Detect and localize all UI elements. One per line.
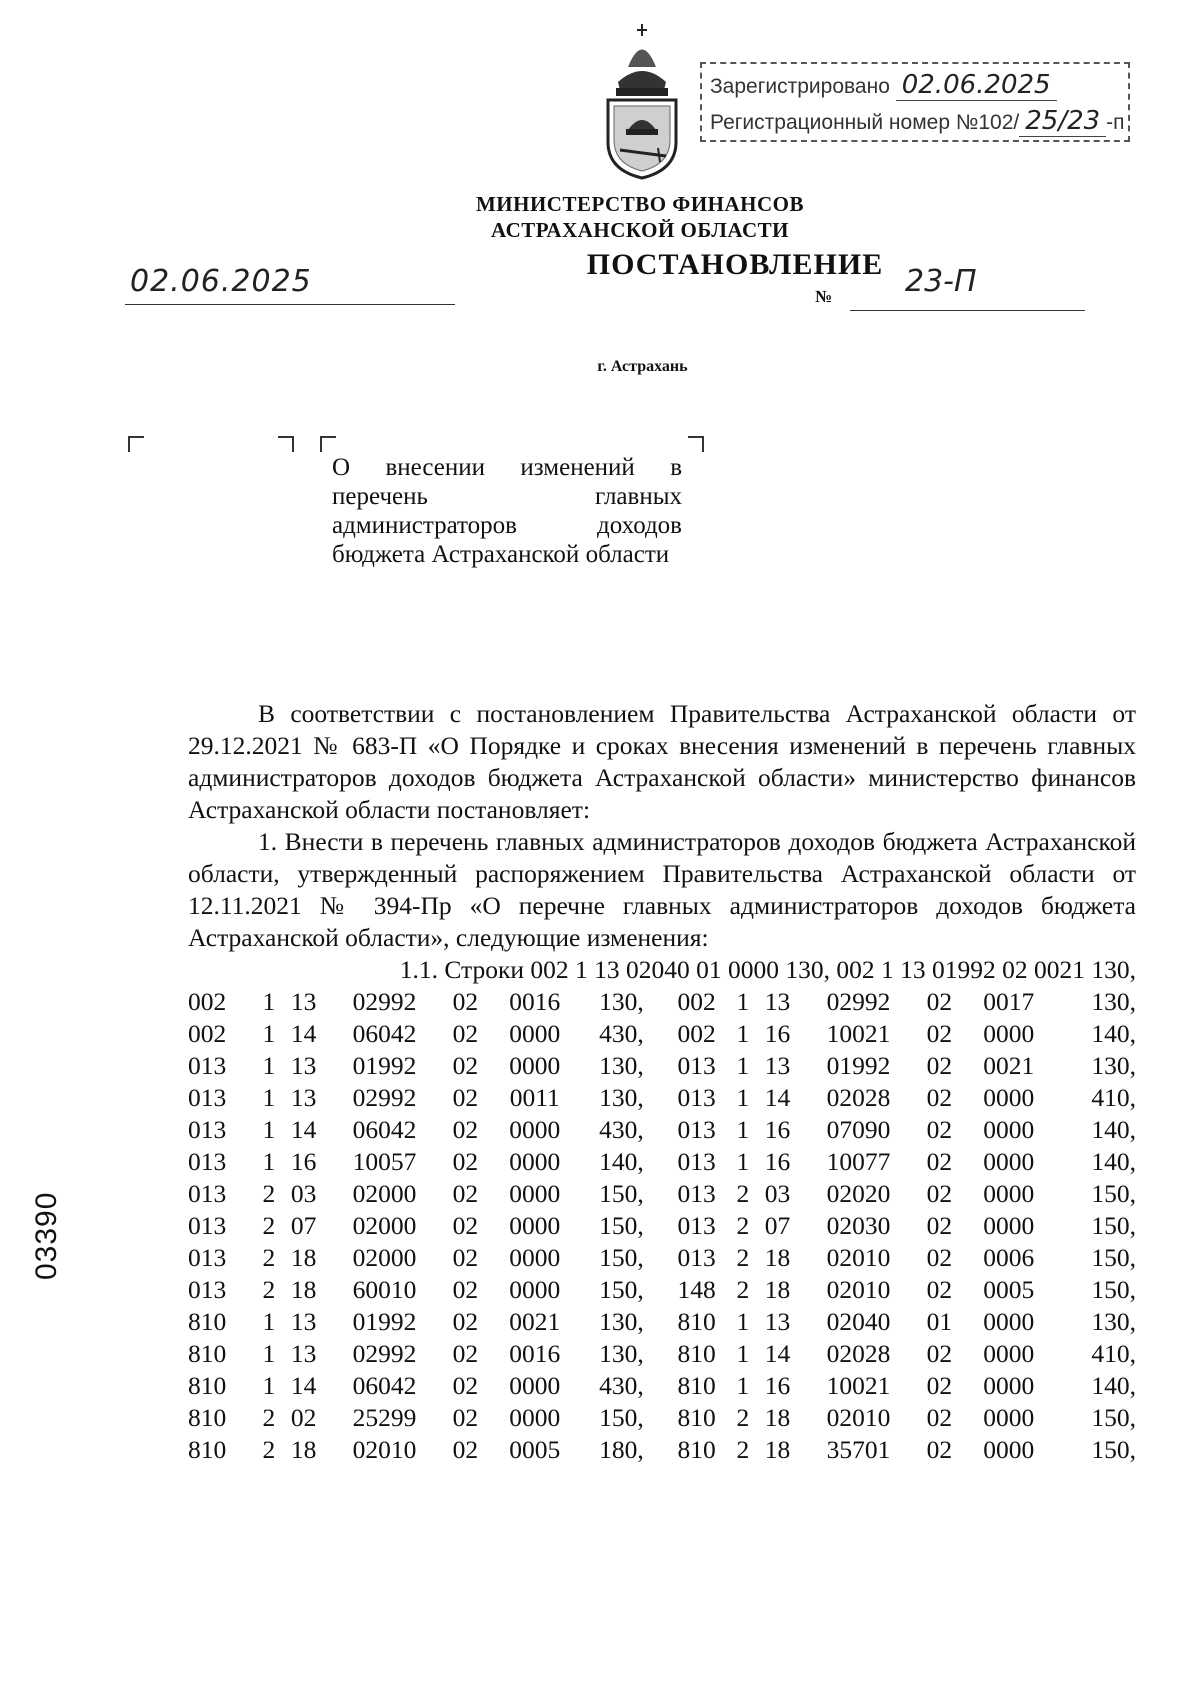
code-cell: 02 — [452, 1115, 479, 1144]
code-cell: 430, — [599, 1371, 644, 1400]
code-cell: 2 — [736, 1179, 750, 1208]
code-cell: 1 — [262, 1307, 276, 1336]
code-cell: 2 — [736, 1243, 750, 1272]
code-cell: 013 — [188, 1211, 227, 1240]
code-cell: 150, — [599, 1275, 644, 1304]
code-row — [188, 1274, 1136, 1306]
code-cell: 02 — [926, 1275, 953, 1304]
code-cell: 0000 — [983, 1371, 1035, 1400]
code-cell: 13 — [764, 1307, 791, 1336]
code-cell: 1 — [262, 1051, 276, 1080]
code-cell: 130, — [599, 1339, 644, 1368]
document-type-title: ПОСТАНОВЛЕНИЕ — [586, 248, 884, 281]
body-paragraph-3-first-line: 1.1. Строки 002 1 13 02040 01 0000 130, 002 1 13 01992 02 0021 130, — [399, 955, 1136, 984]
code-cell: 0000 — [983, 1147, 1035, 1176]
code-cell: 60010 — [352, 1275, 417, 1304]
code-cell: 130, — [599, 987, 644, 1016]
code-cell: 14 — [290, 1019, 317, 1048]
code-cell: 1 — [262, 1339, 276, 1368]
code-cell: 180, — [599, 1435, 644, 1464]
code-cell: 16 — [764, 1115, 791, 1144]
budget-codes-table — [188, 986, 1136, 1466]
code-cell: 2 — [262, 1275, 276, 1304]
code-cell: 07 — [290, 1211, 317, 1240]
code-cell: 013 — [677, 1211, 716, 1240]
code-cell: 10077 — [826, 1147, 891, 1176]
code-cell: 2 — [736, 1403, 750, 1432]
code-cell: 140, — [599, 1147, 644, 1176]
code-row — [188, 1146, 1136, 1178]
body-paragraph-1: В соответствии с постановлением Правительства Астраханской области от 29.12.2021 № 683-П «О Порядке и сроках внесения изменений в перечень главных администраторов доходов бюджета Астраханской области» министерство финансов Астраханской области постановляет: — [188, 699, 1136, 824]
code-cell: 1 — [262, 987, 276, 1016]
code-cell: 02 — [926, 1083, 953, 1112]
code-row — [188, 1082, 1136, 1114]
code-cell: 013 — [188, 1275, 227, 1304]
code-cell: 0005 — [509, 1435, 561, 1464]
code-cell: 013 — [677, 1147, 716, 1176]
code-cell: 1 — [736, 1307, 750, 1336]
code-cell: 130, — [1091, 1051, 1136, 1080]
code-cell: 430, — [599, 1019, 644, 1048]
code-cell: 02 — [926, 1115, 953, 1144]
registered-label: Зарегистрировано — [710, 75, 890, 98]
code-cell: 18 — [764, 1435, 791, 1464]
registered-date: 02.06.2025 — [896, 70, 1057, 101]
code-cell: 0016 — [509, 987, 561, 1016]
code-cell: 013 — [677, 1115, 716, 1144]
code-cell: 16 — [290, 1147, 317, 1176]
code-row — [188, 1338, 1136, 1370]
reg-number-suffix: -п — [1106, 111, 1125, 134]
code-cell: 02992 — [826, 987, 891, 1016]
code-cell: 0000 — [509, 1051, 561, 1080]
code-cell: 0000 — [983, 1403, 1035, 1432]
code-cell: 18 — [290, 1275, 317, 1304]
code-cell: 02 — [452, 1307, 479, 1336]
code-cell: 810 — [188, 1435, 227, 1464]
code-cell: 02 — [452, 1339, 479, 1368]
code-cell: 10057 — [352, 1147, 417, 1176]
code-cell: 02020 — [826, 1179, 891, 1208]
code-cell: 0000 — [509, 1371, 561, 1400]
code-cell: 13 — [290, 1051, 317, 1080]
code-cell: 07 — [764, 1211, 791, 1240]
code-cell: 01992 — [826, 1051, 891, 1080]
code-cell: 0000 — [509, 1179, 561, 1208]
code-cell: 02 — [926, 1403, 953, 1432]
code-cell: 06042 — [352, 1019, 417, 1048]
code-cell: 02 — [452, 1019, 479, 1048]
code-cell: 0000 — [509, 1115, 561, 1144]
corner-bracket-top-right — [278, 436, 294, 452]
code-cell: 14 — [290, 1371, 317, 1400]
code-cell: 2 — [262, 1243, 276, 1272]
code-cell: 0021 — [509, 1307, 561, 1336]
code-cell: 150, — [1091, 1243, 1136, 1272]
code-cell: 02 — [926, 1339, 953, 1368]
code-cell: 810 — [677, 1435, 716, 1464]
code-row — [188, 1114, 1136, 1146]
code-cell: 02028 — [826, 1083, 891, 1112]
code-cell: 148 — [677, 1275, 716, 1304]
code-cell: 1 — [736, 987, 750, 1016]
code-cell: 02000 — [352, 1179, 417, 1208]
code-cell: 02040 — [826, 1307, 891, 1336]
reg-number-label: Регистрационный номер №102/ — [710, 111, 1020, 134]
ministry-name-line1: МИНИСТЕРСТВО ФИНАНСОВ — [475, 192, 805, 216]
code-cell: 16 — [764, 1371, 791, 1400]
code-cell: 02010 — [826, 1275, 891, 1304]
code-cell: 10021 — [826, 1371, 891, 1400]
code-cell: 16 — [764, 1019, 791, 1048]
code-cell: 150, — [1091, 1179, 1136, 1208]
code-cell: 1 — [736, 1083, 750, 1112]
code-cell: 140, — [1091, 1115, 1136, 1144]
code-cell: 02 — [926, 1243, 953, 1272]
code-cell: 150, — [1091, 1403, 1136, 1432]
code-cell: 2 — [262, 1211, 276, 1240]
code-cell: 13 — [290, 1339, 317, 1368]
code-row — [188, 986, 1136, 1018]
code-cell: 03 — [290, 1179, 317, 1208]
code-cell: 0000 — [509, 1147, 561, 1176]
code-cell: 02030 — [826, 1211, 891, 1240]
code-cell: 02 — [452, 1403, 479, 1432]
code-cell: 013 — [188, 1083, 227, 1112]
code-cell: 013 — [188, 1147, 227, 1176]
code-cell: 013 — [677, 1179, 716, 1208]
code-cell: 150, — [599, 1243, 644, 1272]
code-cell: 002 — [677, 1019, 716, 1048]
document-number: 23-П — [905, 264, 977, 299]
code-cell: 013 — [188, 1051, 227, 1080]
code-cell: 130, — [1091, 987, 1136, 1016]
code-cell: 013 — [188, 1179, 227, 1208]
code-cell: 13 — [290, 1083, 317, 1112]
code-cell: 0000 — [509, 1275, 561, 1304]
corner-bracket-top-left — [128, 436, 144, 452]
code-row — [188, 1178, 1136, 1210]
code-cell: 13 — [290, 1307, 317, 1336]
code-cell: 02010 — [826, 1243, 891, 1272]
body-paragraph-2: 1. Внести в перечень главных администраторов доходов бюджета Астраханской области, утвержденный распоряжением Правительства Астраханской области от 12.11.2021 № 394-Пр «О перечне главных администраторов доходов бюджета Астраханской области», следующие изменения: — [188, 827, 1136, 952]
code-cell: 02 — [452, 1435, 479, 1464]
code-cell: 150, — [599, 1403, 644, 1432]
code-row — [188, 1018, 1136, 1050]
code-cell: 810 — [677, 1339, 716, 1368]
code-cell: 013 — [188, 1115, 227, 1144]
code-cell: 013 — [677, 1243, 716, 1272]
code-cell: 810 — [677, 1371, 716, 1400]
code-cell: 13 — [764, 987, 791, 1016]
code-cell: 0021 — [983, 1051, 1035, 1080]
code-cell: 810 — [188, 1403, 227, 1432]
code-row — [188, 1210, 1136, 1242]
code-cell: 0000 — [983, 1019, 1035, 1048]
code-cell: 140, — [1091, 1371, 1136, 1400]
code-cell: 02 — [926, 1435, 953, 1464]
code-cell: 1 — [262, 1019, 276, 1048]
code-cell: 013 — [677, 1083, 716, 1112]
code-cell: 130, — [1091, 1307, 1136, 1336]
code-cell: 18 — [290, 1435, 317, 1464]
code-cell: 002 — [188, 1019, 227, 1048]
code-cell: 02 — [926, 1211, 953, 1240]
code-cell: 25299 — [352, 1403, 417, 1432]
code-cell: 1 — [262, 1115, 276, 1144]
code-cell: 140, — [1091, 1147, 1136, 1176]
corner-bracket-subject-left — [320, 436, 336, 452]
code-cell: 02 — [926, 1179, 953, 1208]
code-cell: 01992 — [352, 1307, 417, 1336]
code-cell: 0000 — [509, 1019, 561, 1048]
code-cell: 002 — [677, 987, 716, 1016]
code-cell: 02 — [452, 987, 479, 1016]
code-cell: 16 — [764, 1147, 791, 1176]
code-cell: 14 — [764, 1339, 791, 1368]
code-cell: 140, — [1091, 1019, 1136, 1048]
code-cell: 03 — [764, 1179, 791, 1208]
code-cell: 2 — [736, 1275, 750, 1304]
code-cell: 02 — [926, 987, 953, 1016]
code-cell: 1 — [262, 1371, 276, 1400]
code-cell: 810 — [188, 1339, 227, 1368]
code-cell: 2 — [736, 1211, 750, 1240]
code-cell: 01 — [926, 1307, 953, 1336]
code-cell: 13 — [290, 987, 317, 1016]
registration-stamp — [700, 62, 1130, 142]
code-cell: 02 — [452, 1083, 479, 1112]
code-cell: 0017 — [983, 987, 1035, 1016]
document-subject: О внесении изменений в перечень главных администраторов доходов бюджета Астраханской области — [332, 454, 682, 568]
code-cell: 410, — [1091, 1083, 1136, 1112]
code-cell: 0000 — [983, 1307, 1035, 1336]
code-cell: 18 — [764, 1275, 791, 1304]
number-sign: № — [815, 287, 833, 306]
code-cell: 02 — [926, 1051, 953, 1080]
code-cell: 02992 — [352, 1339, 417, 1368]
code-cell: 02010 — [352, 1435, 417, 1464]
code-cell: 130, — [599, 1307, 644, 1336]
code-cell: 0016 — [509, 1339, 561, 1368]
code-cell: 18 — [290, 1243, 317, 1272]
code-cell: 1 — [736, 1371, 750, 1400]
code-cell: 18 — [764, 1243, 791, 1272]
code-cell: 810 — [188, 1307, 227, 1336]
code-cell: 0000 — [983, 1115, 1035, 1144]
document-date: 02.06.2025 — [130, 264, 312, 299]
code-cell: 130, — [599, 1083, 644, 1112]
code-cell: 1 — [736, 1019, 750, 1048]
code-cell: 02992 — [352, 987, 417, 1016]
code-cell: 810 — [188, 1371, 227, 1400]
code-cell: 1 — [736, 1339, 750, 1368]
document-body — [188, 698, 1136, 1466]
code-cell: 410, — [1091, 1339, 1136, 1368]
code-cell: 1 — [736, 1115, 750, 1144]
code-row — [188, 1306, 1136, 1338]
code-cell: 10021 — [826, 1019, 891, 1048]
side-registry-number: 03390 — [30, 1191, 63, 1280]
code-cell: 0000 — [983, 1179, 1035, 1208]
city-name: г. Астрахань — [597, 358, 688, 375]
code-cell: 0000 — [983, 1435, 1035, 1464]
code-cell: 1 — [736, 1051, 750, 1080]
code-cell: 14 — [290, 1115, 317, 1144]
code-cell: 002 — [188, 987, 227, 1016]
code-cell: 02028 — [826, 1339, 891, 1368]
code-cell: 1 — [736, 1147, 750, 1176]
code-cell: 2 — [736, 1435, 750, 1464]
code-cell: 430, — [599, 1115, 644, 1144]
code-cell: 06042 — [352, 1371, 417, 1400]
code-cell: 0000 — [983, 1211, 1035, 1240]
code-cell: 02 — [452, 1051, 479, 1080]
code-cell: 0000 — [983, 1083, 1035, 1112]
code-cell: 0000 — [509, 1243, 561, 1272]
code-cell: 150, — [1091, 1435, 1136, 1464]
code-cell: 02992 — [352, 1083, 417, 1112]
code-row — [188, 1370, 1136, 1402]
code-cell: 06042 — [352, 1115, 417, 1144]
code-cell: 2 — [262, 1435, 276, 1464]
code-cell: 13 — [764, 1051, 791, 1080]
code-cell: 013 — [677, 1051, 716, 1080]
code-cell: 0000 — [509, 1211, 561, 1240]
code-cell: 810 — [677, 1403, 716, 1432]
code-cell: 02 — [452, 1275, 479, 1304]
code-cell: 02 — [290, 1403, 317, 1432]
code-cell: 2 — [262, 1403, 276, 1432]
code-row — [188, 1402, 1136, 1434]
coat-of-arms-emblem — [598, 22, 686, 182]
code-cell: 013 — [188, 1243, 227, 1272]
code-cell: 01992 — [352, 1051, 417, 1080]
code-cell: 14 — [764, 1083, 791, 1112]
code-cell: 150, — [599, 1179, 644, 1208]
code-cell: 1 — [262, 1147, 276, 1176]
code-cell: 02 — [452, 1371, 479, 1400]
code-cell: 02 — [452, 1147, 479, 1176]
code-cell: 810 — [677, 1307, 716, 1336]
corner-bracket-subject-right — [688, 436, 704, 452]
code-cell: 02 — [452, 1179, 479, 1208]
code-cell: 02 — [926, 1019, 953, 1048]
code-row — [188, 1434, 1136, 1466]
code-cell: 2 — [262, 1179, 276, 1208]
code-cell: 150, — [1091, 1211, 1136, 1240]
code-cell: 0011 — [509, 1083, 560, 1112]
code-cell: 150, — [1091, 1275, 1136, 1304]
code-cell: 18 — [764, 1403, 791, 1432]
code-cell: 02 — [926, 1371, 953, 1400]
code-cell: 1 — [262, 1083, 276, 1112]
code-row — [188, 1242, 1136, 1274]
code-cell: 02 — [452, 1211, 479, 1240]
code-cell: 02000 — [352, 1243, 417, 1272]
code-cell: 02000 — [352, 1211, 417, 1240]
code-cell: 0006 — [983, 1243, 1035, 1272]
code-cell: 02 — [452, 1243, 479, 1272]
code-cell: 0005 — [983, 1275, 1035, 1304]
code-cell: 02010 — [826, 1403, 891, 1432]
code-cell: 0000 — [509, 1403, 561, 1432]
code-row — [188, 1050, 1136, 1082]
ministry-name-line2: АСТРАХАНСКОЙ ОБЛАСТИ — [490, 218, 790, 242]
code-cell: 0000 — [983, 1339, 1035, 1368]
code-cell: 130, — [599, 1051, 644, 1080]
code-cell: 35701 — [826, 1435, 891, 1464]
code-cell: 150, — [599, 1211, 644, 1240]
code-cell: 07090 — [826, 1115, 891, 1144]
reg-number-hand: 25/23 — [1019, 106, 1106, 137]
code-cell: 02 — [926, 1147, 953, 1176]
